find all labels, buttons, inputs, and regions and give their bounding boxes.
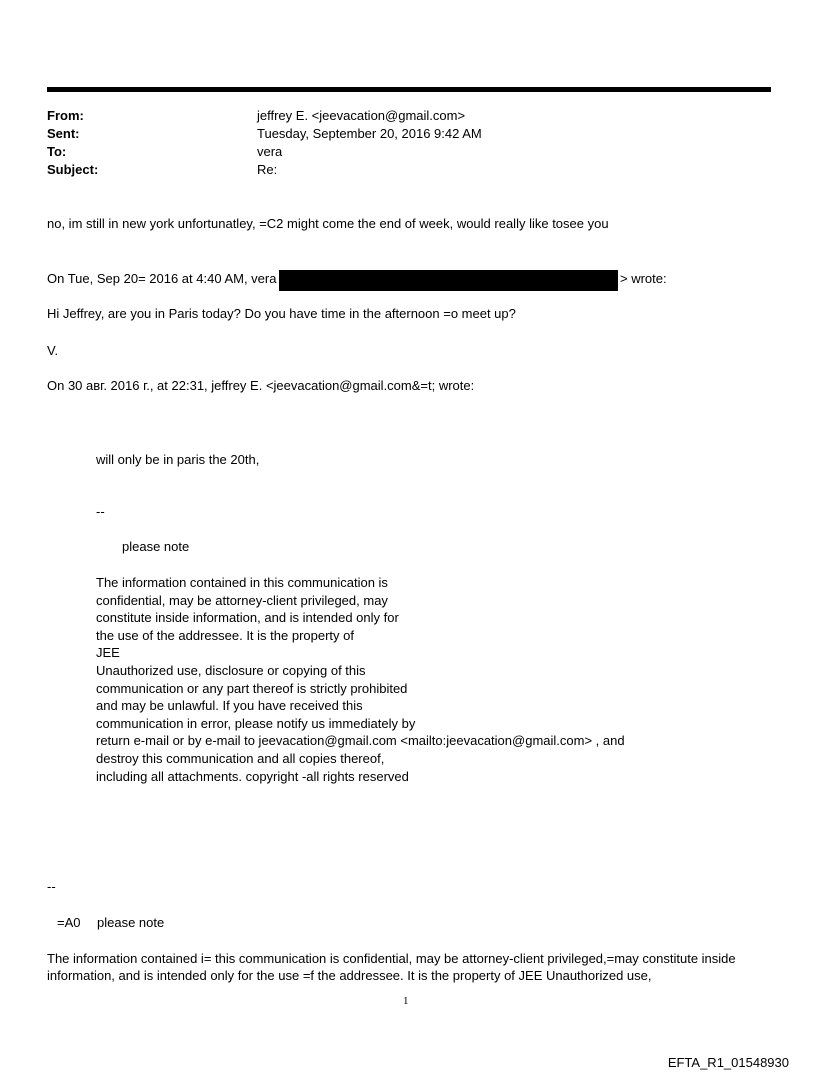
sent-value: Tuesday, September 20, 2016 9:42 AM bbox=[257, 126, 482, 141]
sent-label: Sent: bbox=[47, 126, 80, 141]
footer-paragraph: The information contained i= this communication is confidential, may be attorney-client privileged,=may constitute inside information, and is intended only for the use =f the addressee. It is the property of JEE Unauthorized use, bbox=[47, 951, 736, 983]
quote1-header: On Tue, Sep 20= 2016 at 4:40 AM, vera bbox=[47, 271, 277, 286]
quote1-signature: V. bbox=[47, 343, 59, 358]
subject-label: Subject: bbox=[47, 162, 99, 177]
disclaimer-line: and may be unlawful. If you have received this bbox=[96, 698, 363, 714]
footer-note-prefix: =A0 bbox=[57, 915, 81, 930]
quote1-text: Hi Jeffrey, are you in Paris today? Do you have time in the afternoon =o meet up? bbox=[47, 306, 516, 321]
disclaimer-line: the use of the addressee. It is the property of bbox=[96, 627, 354, 643]
footer-please-note: please note bbox=[97, 915, 165, 930]
redaction-box bbox=[279, 270, 618, 291]
quote1-header-suffix: > wrote: bbox=[620, 271, 667, 286]
page-number: 1 bbox=[403, 995, 409, 1007]
document-id: EFTA_R1_01548930 bbox=[667, 1055, 789, 1070]
header-rule bbox=[47, 87, 771, 92]
quote2-header: On 30 авг. 2016 г., at 22:31, jeffrey E. <jeevacation@gmail.com&=t; wrote: bbox=[47, 378, 475, 393]
disclaimer-line: communication or any part thereof is strictly prohibited bbox=[96, 680, 408, 696]
signature-dash: -- bbox=[96, 504, 105, 519]
disclaimer-line: communication in error, please notify us immediately by bbox=[96, 715, 416, 731]
footer-dash: -- bbox=[47, 879, 56, 894]
disclaimer-line: constitute inside information, and is intended only for bbox=[96, 610, 399, 626]
to-label: To: bbox=[47, 144, 67, 159]
disclaimer-line: Unauthorized use, disclosure or copying of this bbox=[96, 662, 366, 678]
disclaimer-line: including all attachments. copyright -all rights reserved bbox=[96, 768, 409, 784]
disclaimer-line: The information contained in this communication is bbox=[96, 575, 388, 590]
disclaimer-line: confidential, may be attorney-client privileged, may bbox=[96, 592, 388, 608]
quote2-text: will only be in paris the 20th, bbox=[96, 452, 260, 467]
reply-line: no, im still in new york unfortunatley, =C2 might come the end of week, would really like tosee you bbox=[47, 216, 609, 231]
subject-value: Re: bbox=[257, 162, 278, 177]
from-value: jeffrey E. <jeevacation@gmail.com> bbox=[257, 108, 466, 123]
disclaimer-line: return e-mail or by e-mail to jeevacation@gmail.com <mailto:jeevacation@gmail.com> , and bbox=[96, 733, 625, 749]
disclaimer-block bbox=[96, 574, 625, 785]
please-note: please note bbox=[122, 539, 190, 554]
from-label: From: bbox=[47, 108, 84, 123]
disclaimer-line: destroy this communication and all copies thereof, bbox=[96, 750, 385, 766]
disclaimer-line: JEE bbox=[96, 645, 120, 661]
to-value: vera bbox=[257, 144, 283, 159]
